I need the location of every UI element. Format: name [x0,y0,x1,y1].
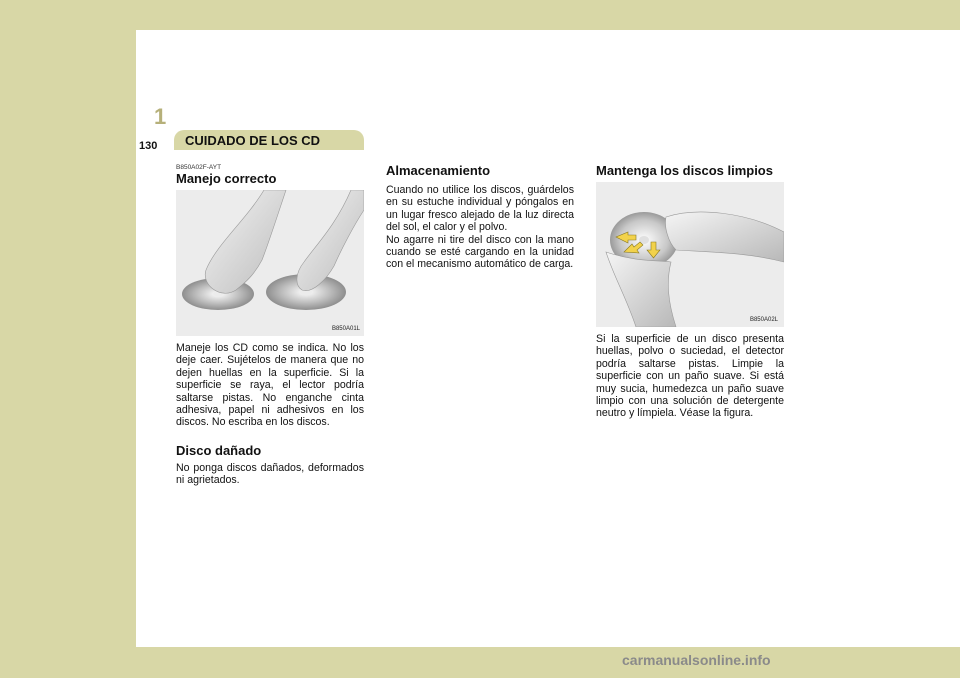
heading-storage: Almacenamiento [386,163,491,178]
section-title: CUIDADO DE LOS CD [185,133,321,148]
column-3 [596,163,784,178]
cd-cleaning-illustration [596,182,784,327]
heading-handling: Manejo correcto [176,171,277,186]
column-1-text [176,342,364,487]
chapter-number: 1 [154,104,167,129]
column-2 [386,163,574,271]
heading-damaged-disc: Disco dañado [176,442,262,458]
watermark: carmanualsonline.info [622,652,771,668]
column-3-text [596,333,784,420]
storage-paragraph: Cuando no utilice los discos, guárdelos en su estuche individual y póngalos en un lugar fresco alejado de la luz directa del sol, el calor y el polvo. No agarre ni tire del disco con la mano cuando se esté cargando en la unidad con el mecanismo automático de carga. [386,184,574,271]
page-number: 130 [139,140,158,152]
hands-cleaning-cd-icon [596,182,784,327]
heading-keep-clean: Mantenga los discos limpios [596,163,773,178]
handling-paragraph: Maneje los CD como se indica. No los deje caer. Sujételos de manera que no dejen huellas en la superficie. Si la superficie se raya, el lector podría saltarse pistas. No enganche cinta adhesiva, papel ni adhesivos en los discos. No escriba en los discos. [176,342,364,429]
chapter-title: COMPONENTES DE SU HYUNDAI [167,114,309,124]
column-1 [176,164,364,186]
hands-holding-cd-icon [176,190,364,336]
cd-handling-illustration [176,190,364,336]
cleaning-paragraph: Si la superficie de un disco presenta huellas, polvo o suciedad, el detector podría saltarse pistas. Limpie la superficie con un paño suave. Si está muy sucia, humedezca un paño suave limpio con una solución de detergente neutro y límpiela. Véase la figura. [596,333,784,420]
image-code: B850A01L [331,326,360,332]
section-code: B850A02F-AYT [176,164,222,171]
damaged-disc-paragraph: No ponga discos dañados, deformados ni agrietados. [176,461,364,487]
image-code: B850A02L [749,317,778,323]
